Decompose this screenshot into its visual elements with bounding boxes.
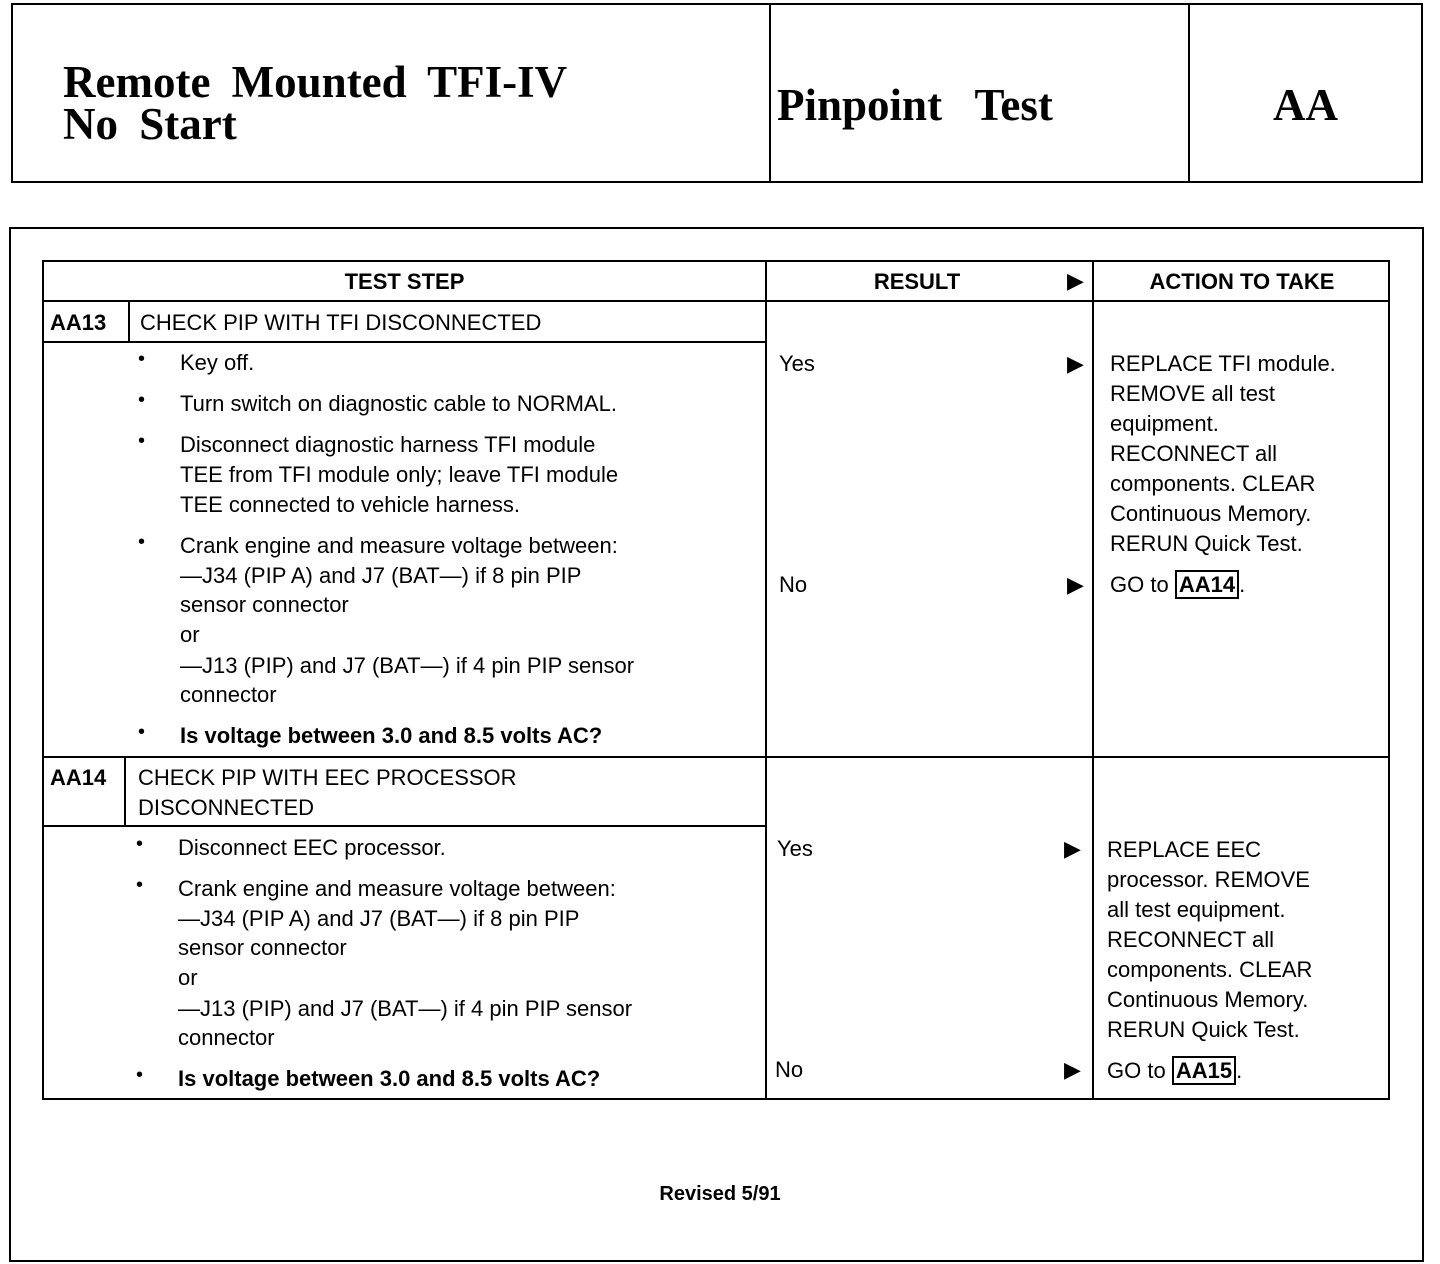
action-line: components. CLEAR [1107,957,1313,982]
step-title-divider [44,341,765,343]
title-line-2: No Start [63,99,237,149]
action-line: Continuous Memory. [1107,987,1309,1012]
bullet-text: TEE from TFI module only; leave TFI module [180,462,619,487]
bullet-text: Turn switch on diagnostic cable to NORMAL. [180,391,617,416]
result-no: No [779,572,808,597]
action-line: all test equipment. [1107,897,1286,922]
step-id: AA14 [50,765,107,790]
action-line: components. CLEAR [1110,471,1316,496]
bullet-question: Is voltage between 3.0 and 8.5 volts AC? [178,1066,601,1091]
header-title [13,5,771,181]
action-suffix: . [1236,1058,1243,1083]
bullet-text: —J34 (PIP A) and J7 (BAT—) if 8 pin PIP [180,563,582,588]
bullet-text: sensor connector [180,592,349,617]
revision-footer: Revised 5/91 [659,1183,781,1205]
step-title: DISCONNECTED [138,795,315,820]
bullet-icon: • [138,430,146,452]
arrow-icon: ▶ [1067,572,1084,597]
action-line: RECONNECT all [1107,927,1275,952]
action-no [1110,570,1245,600]
bullet-text: or [178,965,198,990]
col-header-test-step: TEST STEP [344,269,465,294]
action-line: REPLACE TFI module. [1110,351,1336,376]
bullet-text: —J13 (PIP) and J7 (BAT—) if 4 pin PIP sensor [180,653,635,678]
bullet-text: sensor connector [178,935,347,960]
action-line: REMOVE all test [1110,381,1276,406]
action-prefix: GO to [1110,572,1169,597]
bullet-question: Is voltage between 3.0 and 8.5 volts AC? [180,723,603,748]
step-title-divider [44,825,765,827]
title-line-1: Remote Mounted TFI-IV [63,57,568,107]
bullet-icon: • [136,1064,144,1086]
bullet-text: —J34 (PIP A) and J7 (BAT—) if 8 pin PIP [178,906,580,931]
action-prefix: GO to [1107,1058,1166,1083]
arrow-icon: ▶ [1067,351,1084,376]
result-no: No [775,1057,804,1082]
action-line: RECONNECT all [1110,441,1278,466]
action-line: processor. REMOVE [1107,867,1310,892]
bullet-icon: • [138,531,146,553]
bullet-text: TEE connected to vehicle harness. [180,492,520,517]
bullet-text: Crank engine and measure voltage between: [180,533,618,558]
arrow-icon: ▶ [1064,836,1081,861]
step-title: CHECK PIP WITH EEC PROCESSOR [138,765,517,790]
page-header [11,3,1423,183]
test-code: AA [1273,80,1338,130]
arrow-icon: ▶ [1064,1057,1081,1082]
arrow-icon: ▶ [1067,268,1084,293]
step-id-divider [124,756,126,825]
bullet-icon: • [138,348,146,370]
test-type: Pinpoint Test [771,5,1190,181]
bullet-text: Disconnect diagnostic harness TFI module [180,432,596,457]
bullet-text: Disconnect EEC processor. [178,835,446,860]
step-ref-link[interactable]: AA14 [1175,570,1239,599]
step-id: AA13 [50,310,107,335]
result-yes: Yes [779,351,815,376]
step-ref-link[interactable]: AA15 [1172,1056,1236,1085]
action-line: RERUN Quick Test. [1107,1017,1300,1042]
action-no [1107,1056,1242,1086]
bullet-icon: • [138,721,146,743]
bullet-text: Key off. [180,350,255,375]
action-line: Continuous Memory. [1110,501,1312,526]
step-id-divider [128,300,130,341]
bullet-text: or [180,622,200,647]
column-divider [765,262,767,1100]
pinpoint-table [42,260,1390,1100]
bullet-icon: • [138,389,146,411]
action-line: equipment. [1110,411,1219,436]
col-header-action: ACTION TO TAKE [1149,269,1335,294]
result-yes: Yes [777,836,813,861]
step-title: CHECK PIP WITH TFI DISCONNECTED [140,310,542,335]
bullet-icon: • [136,833,144,855]
bullet-text: connector [180,682,277,707]
column-divider [1092,262,1094,1100]
bullet-text: Crank engine and measure voltage between: [178,876,616,901]
bullet-icon: • [136,874,144,896]
action-suffix: . [1239,572,1246,597]
col-header-result: RESULT [873,269,961,294]
bullet-text: —J13 (PIP) and J7 (BAT—) if 4 pin PIP sensor [178,996,633,1021]
bullet-text: connector [178,1025,275,1050]
step-divider [44,756,1390,758]
action-line: RERUN Quick Test. [1110,531,1303,556]
action-line: REPLACE EEC [1107,837,1262,862]
